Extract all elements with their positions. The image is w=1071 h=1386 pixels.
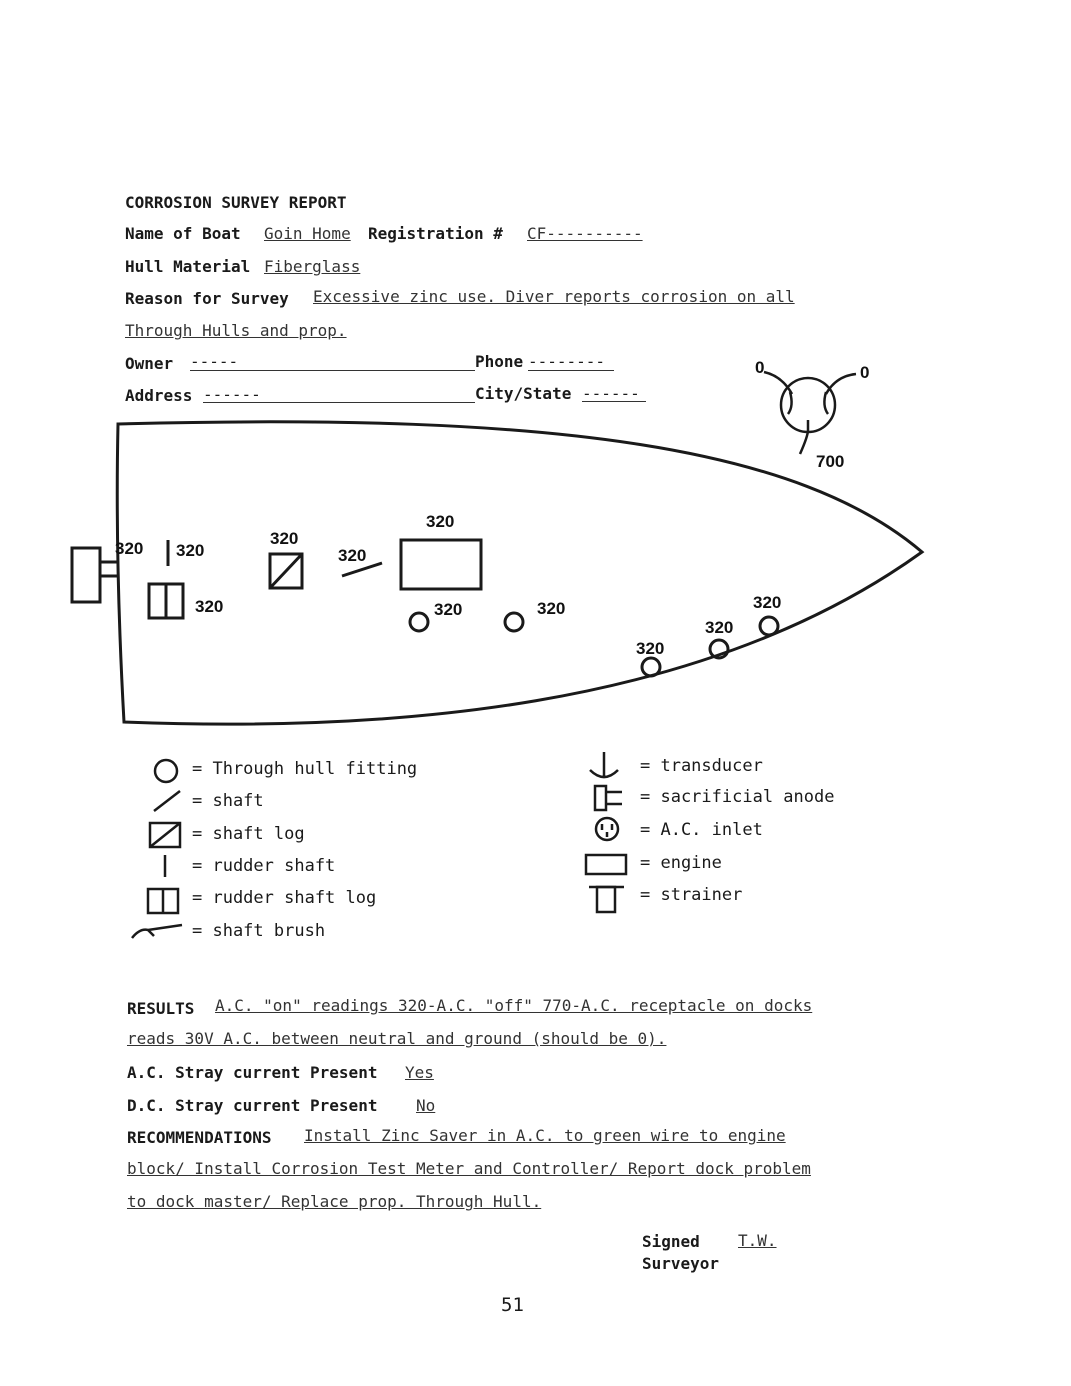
transducer-icon [590, 752, 618, 777]
sacrificial-anode-icon [72, 548, 118, 602]
rudder-shaft-reading: 320 [176, 541, 205, 560]
ac-stray-value: Yes [405, 1063, 434, 1082]
report-title: CORROSION SURVEY REPORT [125, 193, 347, 212]
hull-material-value: Fiberglass [264, 257, 361, 276]
fitting-5-reading: 320 [753, 593, 782, 612]
through-hull-icon [505, 613, 523, 631]
shaft-log-icon [150, 823, 180, 847]
legend-rudder-shaft-log: = rudder shaft log [192, 888, 377, 908]
hull-outline [117, 422, 922, 724]
signed-label: Signed [642, 1232, 700, 1251]
fitting-3-reading: 320 [636, 639, 665, 658]
boat-name-value: Goin Home [264, 224, 351, 243]
shaft-brush-icon [132, 925, 182, 938]
phone-value: -------- [528, 352, 606, 371]
results-line-2: reads 30V A.C. between neutral and ground (should be 0). [127, 1029, 667, 1048]
results-label: RESULTS [127, 999, 195, 1018]
shaft-log-icon [270, 554, 302, 588]
legend-sacrificial-anode: = sacrificial anode [640, 787, 835, 807]
strainer-icon [589, 887, 624, 912]
recommendations-line-2: block/ Install Corrosion Test Meter and Controller/ Report dock problem [127, 1159, 811, 1178]
legend-shaft-brush: = shaft brush [192, 921, 326, 941]
recommendations-line-1: Install Zinc Saver in A.C. to green wire to engine [304, 1126, 786, 1145]
legend-shaft: = shaft [192, 791, 264, 811]
ac-inlet-bottom-reading: 700 [816, 452, 845, 471]
legend-engine: = engine [640, 853, 722, 873]
dc-stray-value: No [416, 1096, 436, 1115]
owner-value: ----- [190, 352, 239, 371]
legend-ac-inlet: = A.C. inlet [640, 820, 763, 840]
ac-inlet-reading-icon [764, 372, 856, 454]
ac-stray-label: A.C. Stray current Present [127, 1063, 378, 1082]
reason-line-2: Through Hulls and prop. [125, 321, 347, 340]
dc-stray-label: D.C. Stray current Present [127, 1096, 378, 1115]
boat-name-label: Name of Boat [125, 224, 241, 243]
surveyor-label: Surveyor [642, 1254, 720, 1273]
recommendations-line-3: to dock master/ Replace prop. Through Hull. [127, 1192, 542, 1211]
signed-value: T.W. [738, 1231, 777, 1250]
anode-reading: 320 [115, 539, 144, 558]
rudder-shaft-log-icon [149, 584, 183, 618]
through-hull-icon [760, 617, 778, 635]
rudder-shaft-log-reading: 320 [195, 597, 224, 616]
shaft-icon [154, 791, 180, 811]
shaft-reading: 320 [338, 546, 367, 565]
city-state-label: City/State [475, 384, 572, 403]
shaft-log-reading: 320 [270, 529, 299, 548]
address-label: Address [125, 386, 193, 405]
registration-label: Registration # [368, 224, 503, 243]
ac-inlet-right-reading: 0 [860, 363, 870, 382]
legend-shaft-log: = shaft log [192, 824, 305, 844]
city-state-value: ------ [582, 384, 640, 403]
phone-label: Phone [475, 352, 524, 371]
address-value: ------ [203, 385, 261, 404]
recommendations-label: RECOMMENDATIONS [127, 1128, 272, 1147]
results-line-1: A.C. "on" readings 320-A.C. "off" 770-A.C. receptacle on docks [215, 996, 813, 1015]
ac-inlet-left-reading: 0 [755, 358, 765, 377]
legend-strainer: = strainer [640, 885, 743, 905]
reason-line-1: Excessive zinc use. Diver reports corrosion on all [313, 287, 795, 306]
fitting-1-reading: 320 [434, 600, 463, 619]
registration-value: CF---------- [527, 224, 643, 243]
fitting-2-reading: 320 [537, 599, 566, 618]
through-hull-icon [642, 658, 660, 676]
legend-transducer: = transducer [640, 756, 763, 776]
engine-icon [401, 540, 481, 589]
owner-label: Owner [125, 354, 174, 373]
engine-reading: 320 [426, 512, 455, 531]
reason-label: Reason for Survey [125, 289, 289, 308]
fitting-4-reading: 320 [705, 618, 734, 637]
hull-material-label: Hull Material [125, 257, 251, 276]
sacrificial-anode-icon [595, 786, 622, 810]
legend-through-hull: = Through hull fitting [192, 759, 418, 779]
ac-inlet-icon [596, 818, 618, 840]
page-number: 51 [501, 1294, 524, 1316]
legend-rudder-shaft: = rudder shaft [192, 856, 336, 876]
rudder-shaft-log-icon [148, 889, 178, 913]
engine-icon [586, 855, 626, 874]
through-hull-icon [410, 613, 428, 631]
through-hull-icon [155, 760, 177, 782]
